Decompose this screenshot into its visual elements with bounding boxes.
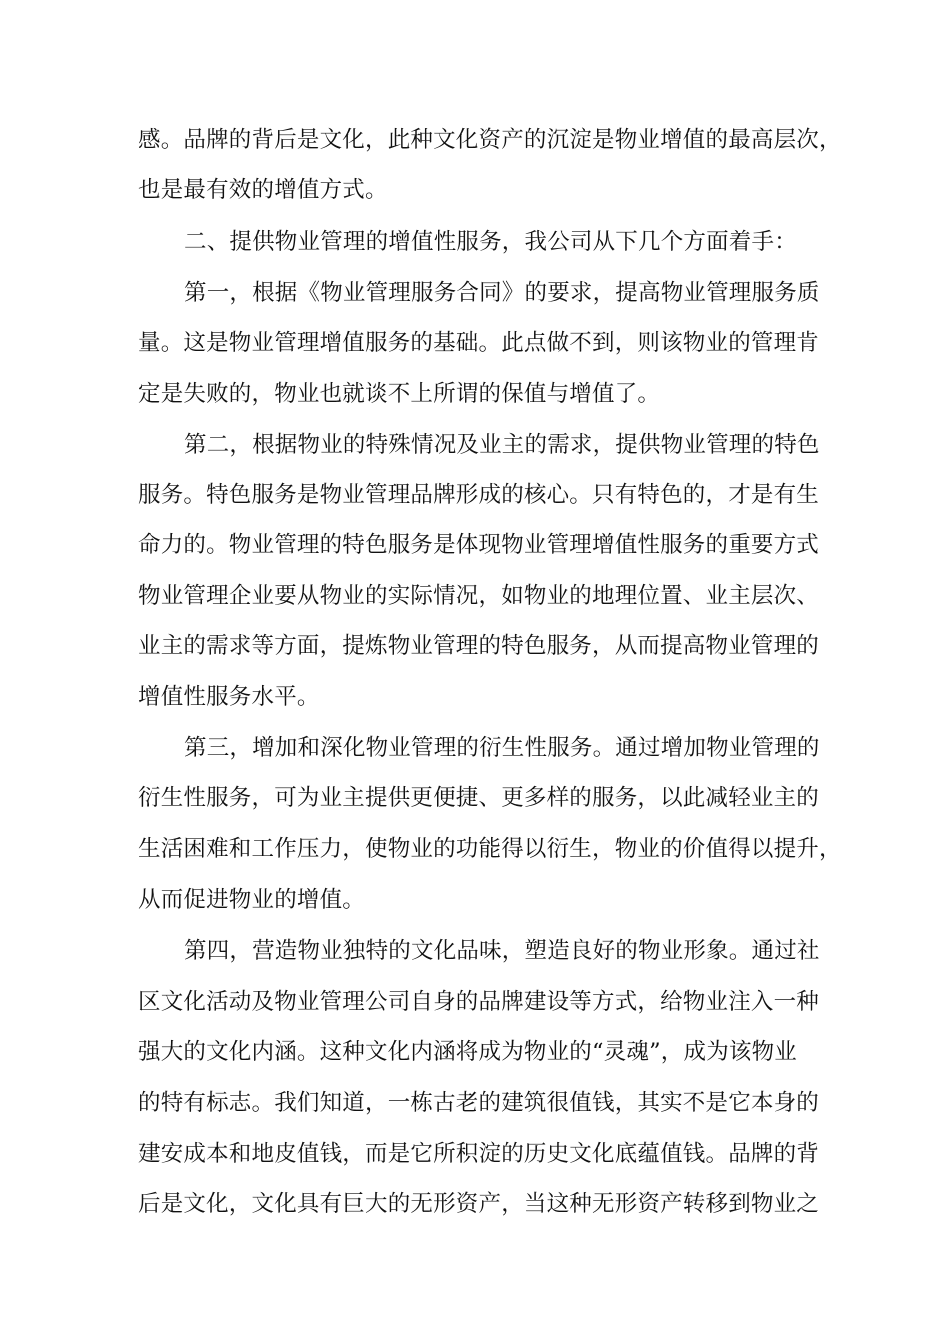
- paragraph-fourth-line-6: 后是文化，文化具有巨大的无形资产，当这种无形资产转移到物业之: [138, 1191, 820, 1217]
- paragraph-second-line-6: 增值性服务水平。: [138, 684, 320, 710]
- paragraph-second-line-2: 服务。特色服务是物业管理品牌形成的核心。只有特色的，才是有生: [138, 482, 820, 508]
- paragraph-second-line-3: 命力的。物业管理的特色服务是体现物业管理增值性服务的重要方式: [138, 532, 820, 558]
- paragraph-third-line-1: 第三，增加和深化物业管理的衍生性服务。通过增加物业管理的: [184, 735, 820, 761]
- paragraph-0-line-1: 感。品牌的背后是文化，此种文化资产的沉淀是物业增值的最高层次，: [138, 127, 842, 153]
- section-heading-2: 二、提供物业管理的增值性服务，我公司从下几个方面着手：: [184, 229, 797, 255]
- paragraph-second-line-5: 业主的需求等方面，提炼物业管理的特色服务，从而提高物业管理的: [138, 633, 820, 659]
- paragraph-third-line-4: 从而促进物业的增值。: [138, 887, 366, 913]
- paragraph-third-line-3: 生活困难和工作压力，使物业的功能得以衍生，物业的价值得以提升，: [138, 836, 842, 862]
- paragraph-fourth-line-4: 的特有标志。我们知道，一栋古老的建筑很值钱，其实不是它本身的: [138, 1090, 820, 1116]
- paragraph-second-line-4: 物业管理企业要从物业的实际情况，如物业的地理位置、业主层次、: [138, 583, 820, 609]
- paragraph-third-line-2: 衍生性服务，可为业主提供更便捷、更多样的服务，以此减轻业主的: [138, 785, 820, 811]
- paragraph-first-line-2: 量。这是物业管理增值服务的基础。此点做不到，则该物业的管理肯: [138, 330, 820, 356]
- paragraph-fourth-line-3: 强大的文化内涵。这种文化内涵将成为物业的“灵魂”，成为该物业: [138, 1039, 798, 1065]
- paragraph-fourth-line-5: 建安成本和地皮值钱，而是它所积淀的历史文化底蕴值钱。品牌的背: [138, 1141, 820, 1167]
- paragraph-0-line-2: 也是最有效的增值方式。: [138, 177, 388, 203]
- paragraph-fourth-line-1: 第四，营造物业独特的文化品味，塑造良好的物业形象。通过社: [184, 938, 820, 964]
- paragraph-second-line-1: 第二，根据物业的特殊情况及业主的需求，提供物业管理的特色: [184, 432, 820, 458]
- paragraph-fourth-line-2: 区文化活动及物业管理公司自身的品牌建设等方式，给物业注入一种: [138, 989, 820, 1015]
- paragraph-first-line-1: 第一，根据《物业管理服务合同》的要求，提高物业管理服务质: [184, 280, 820, 306]
- paragraph-first-line-3: 定是失败的，物业也就谈不上所谓的保值与增值了。: [138, 381, 661, 407]
